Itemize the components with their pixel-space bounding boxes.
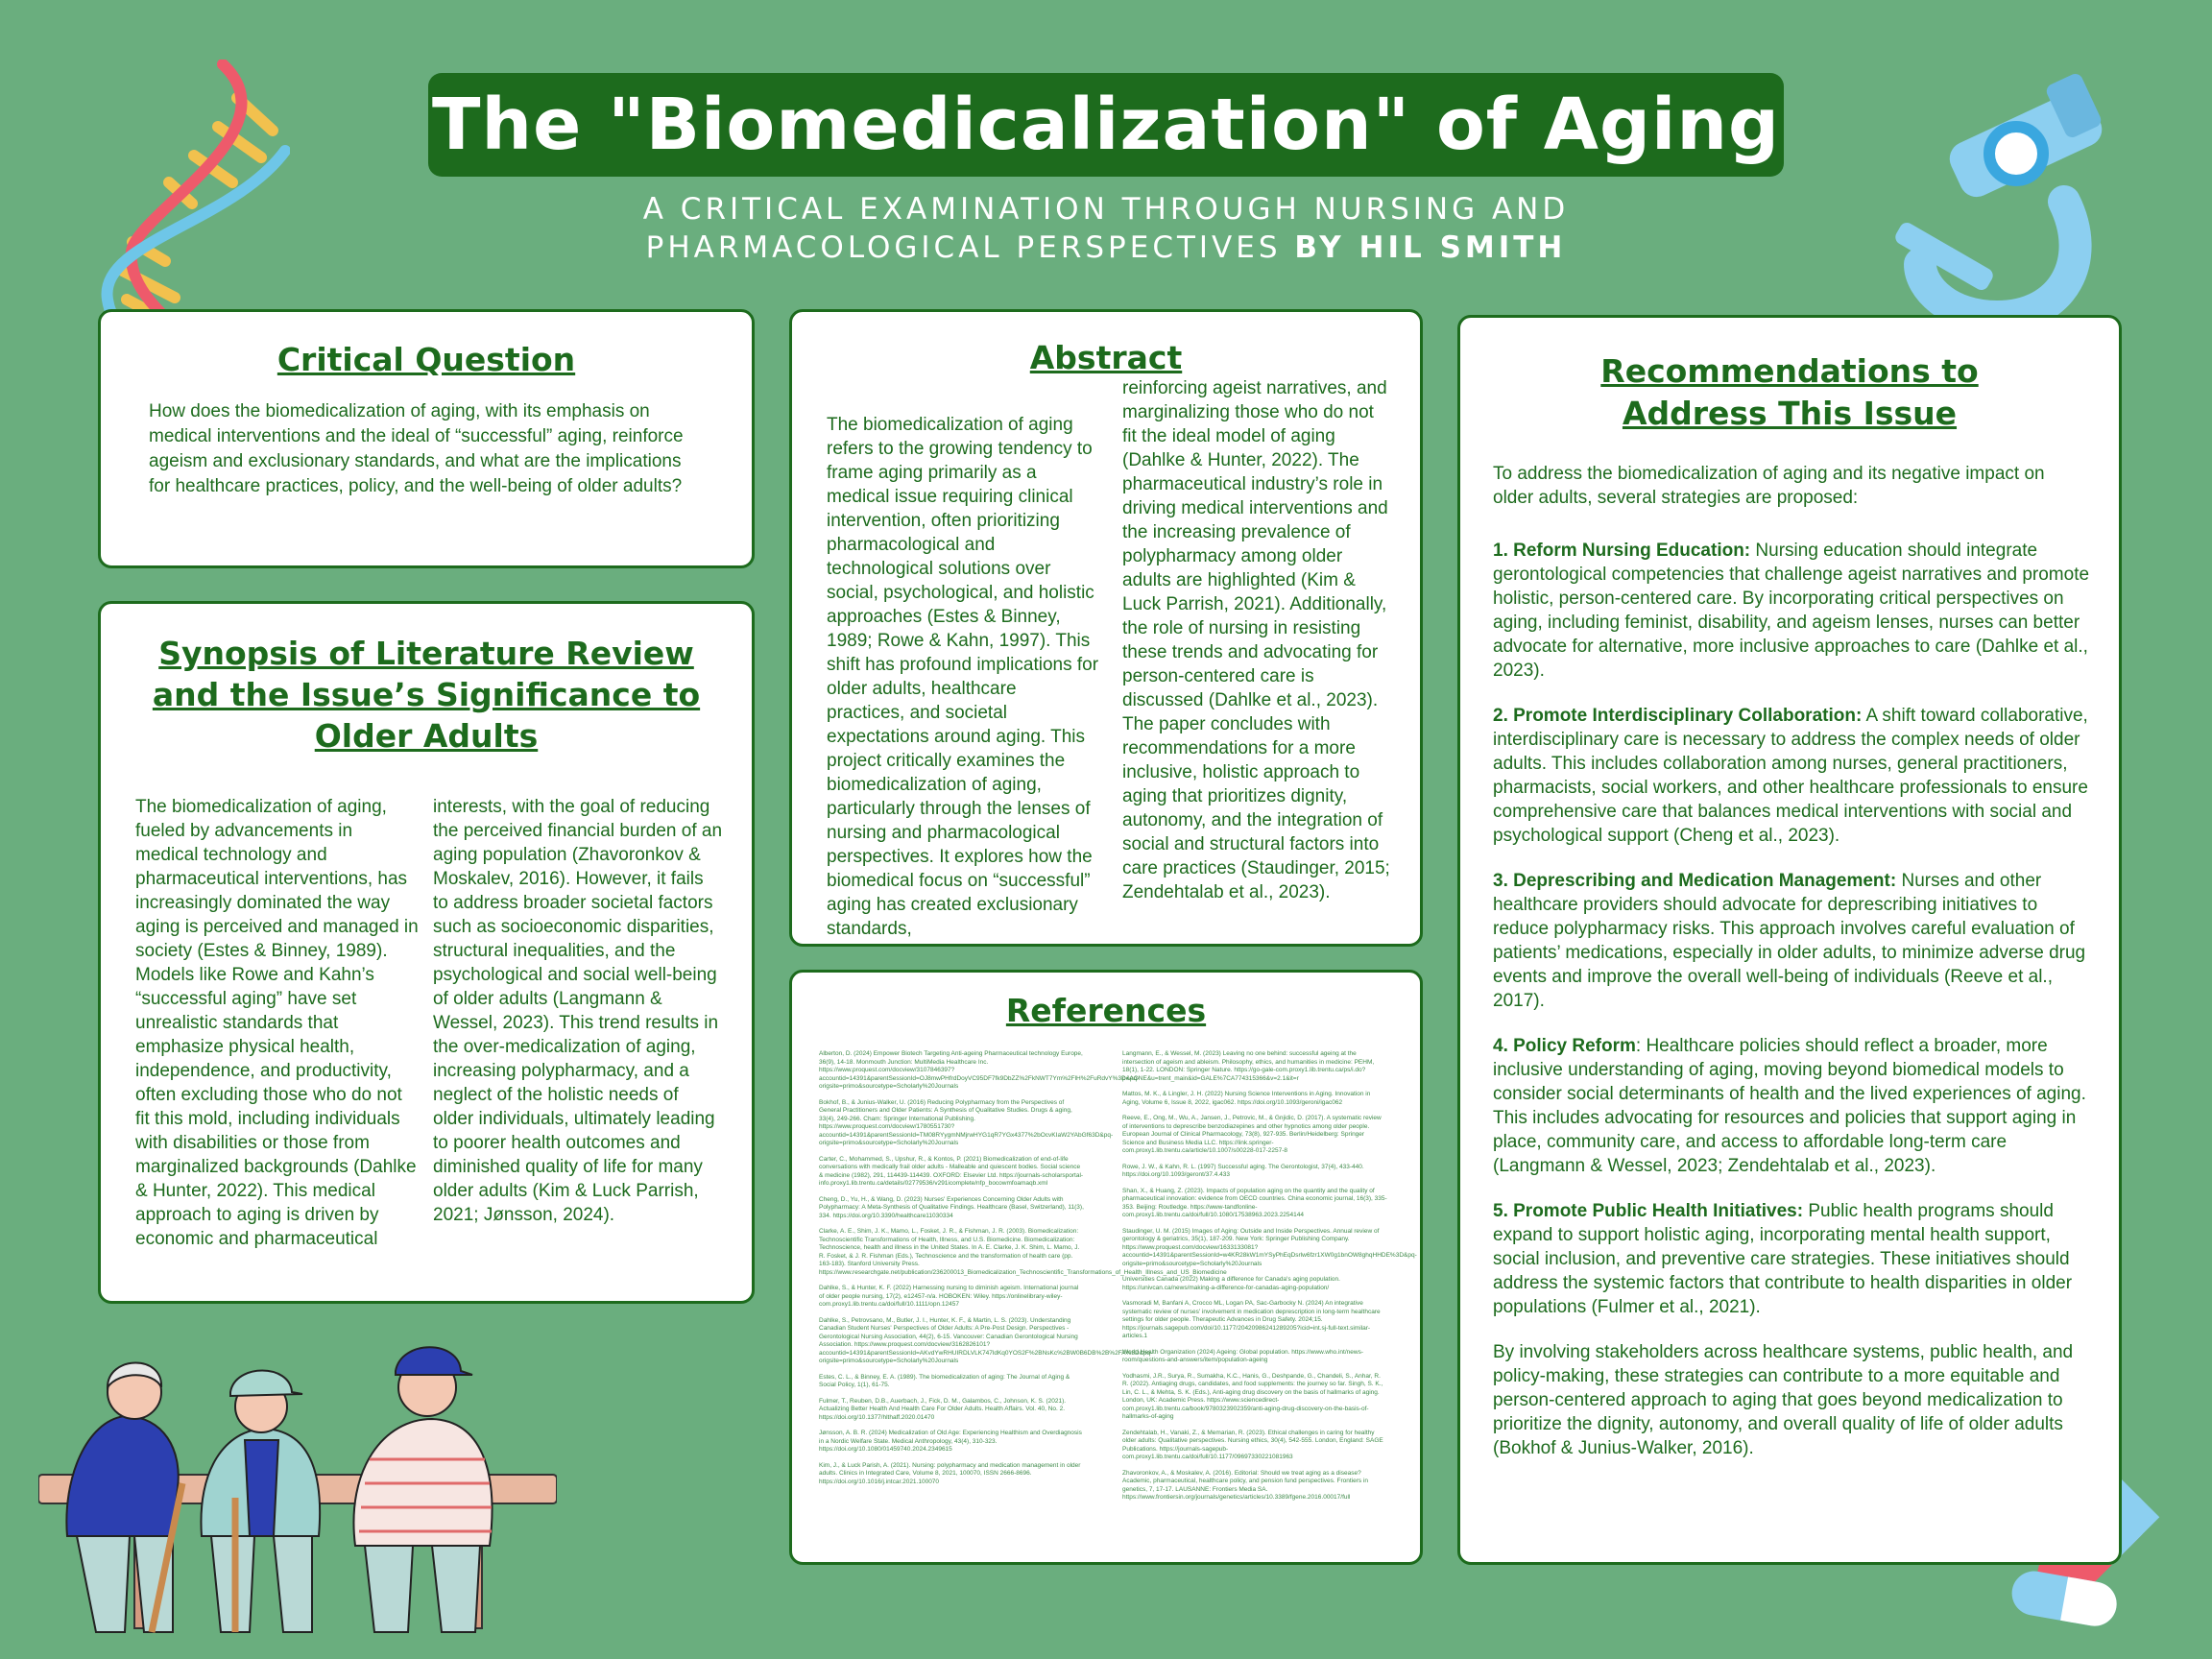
reference-entry: Alberton, D. (2024) Empower Biotech Targeting Anti-ageing Pharmaceutical technology Europe, 36(9), 14-18. Monmouth Junction: MultiMedia Healthcare Inc. https://www.proquest.com/docview/3107846397?accountid=14391&parentSessionId=OJ8mwPHfrdDoyVC95DF7fk9DbZZ%2FkNWT7Ym%2FlH%2FuRdvY%3D&pq-origsite=primo&sourcetype=Scholarly%20Journals [819, 1050, 1140, 1090]
recommendation-title: 2. Promote Interdisciplinary Collaboration: [1493, 706, 1863, 726]
abstract-column-2: reinforcing ageist narratives, and marginalizing those who do not fit the ideal model of aging (Dahlke & Hunter, 2022). The pharmaceutical industry’s role in driving medical interventions and the increasing prevalence of polypharmacy among older adults are highlighted (Kim & Luck Parrish, 2021). Additionally, the role of nursing in resisting these trends and advocating for person-centered care is discussed (Dahlke et al., 2023). The paper concludes with recommendations for a more inclusive, holistic approach to aging that prioritizes dignity, autonomy, and the integration of social and structural factors into care practices (Staudinger, 2015; Zendehtalab et al., 2023). [1122, 378, 1390, 902]
references-card [789, 970, 1423, 1565]
poster-subtitle [428, 190, 1784, 267]
reference-entry: Kim, J., & Luck Parish, A. (2021). Nursing: polypharmacy and medication management in older adults. Clinics in Integrated Care, Volume 8, 2021, 100070, ISSN 2666-8696. https://doi.org/10.1016/j.intcar.2021.100070 [819, 1461, 1081, 1485]
older-adults-on-bench-illustration [38, 1248, 557, 1642]
recommendation-item [1493, 1199, 2090, 1319]
reference-entry: Dahlke, S., & Hunter, K. F. (2022) Harnessing nursing to diminish ageism. International journal of older people nursing, 17(2), e12457-n/a. HOBOKEN: Wiley. https://onlinelibrary-wiley-com.proxy1.lib.trentu.ca/doi/full/10.1111/opn.12457 [819, 1285, 1079, 1308]
recommendations-heading-line-2: Address This Issue [1622, 395, 1958, 432]
reference-entry: Cheng, D., Yu, H., & Wang, D. (2023) Nurses' Experiences Concerning Older Adults with Polypharmacy: A Meta-Synthesis of Qualitative Findings. Healthcare (Basel, Switzerland), 11(3), 334. https://doi.org/10.3390/healthcare11030334 [819, 1195, 1084, 1219]
reference-entry: Shan, X., & Huang, Z. (2023). Impacts of population aging on the quantity and the quality of pharmaceutical innovation: evidence from OECD countries. China economic journal, 16(3), 335-353. Beijing: Routledge. https://www-tandfonline-com.proxy1.lib.trentu.ca/doi/full/10.1080/17538963.2023.2254144 [1122, 1187, 1387, 1218]
reference-entry: Langmann, E., & Wessel, M. (2023) Leaving no one behind: successful ageing at the intersection of ageism and ableism. Philosophy, ethics, and humanities in medicine: PEHM, 18(1), 1-22. LONDON: Springer Nature. https://go-gale-com.proxy1.lib.trentu.ca/ps/i.do?p=AONE&u=trent_main&id=GALE%7CA774315366&v=2.1&it=r [1122, 1050, 1375, 1082]
reference-entry: Fulmer, T., Reuben, D.B., Auerbach, J., Fick, D. M., Galambos, C., Johnson, K. S. (2021). Actualizing Better Health And Health Care For Older Adults. Health Affairs. Vol. 40, No. 2. https://doi.org/10.1377/hlthaff.2020.01470 [819, 1397, 1067, 1421]
reference-entry: Yodhasmi, J.R., Surya, R., Sumakha, K.C., Hanis, G., Deshpande, G., Chandeli, S., Anhar, R. R. (2022). Antiaging drugs, candidates, and food supplements: the journey so far. Singh, S. K., Lin, C. L., & Mehta, S. K. (Eds.), Anti-aging drug discovery on the basis of hallmarks of aging. London, UK: Academic Press. https://www.sciencedirect-com.proxy1.lib.trentu.ca/book/9780323902359/anti-aging-drug-discovery-on-the-basis-of-hallmarks-of-aging [1122, 1372, 1383, 1420]
reference-entry: Mattos, M. K., & Lingler, J. H. (2022) Nursing Science Interventions in Aging. Innovation in Aging, Volume 6, Issue 8, 2022, igac062. https://doi.org/10.1093/geroni/igac062 [1122, 1091, 1371, 1106]
recommendation-text: Nursing education should integrate gerontological competencies that challenge ageist narratives and promote holistic, person-centered care. By incorporating critical perspectives on aging, including feminist, disability, and ageism lenses, nurses can better advocate for alternative, more inclusive approaches to care (Dahlke et al., 2023). [1493, 541, 2090, 681]
references-column-1 [819, 1050, 1227, 1510]
recommendation-item [1493, 539, 2090, 683]
references-column-2 [1122, 1050, 1417, 1510]
recommendation-title: 3. Deprescribing and Medication Management: [1493, 871, 1897, 891]
reference-entry: Dahlke, S., Petrovsano, M., Butler, J. I., Hunter, K. F., & Martin, L. S. (2023). Understanding Canadian Student Nurses' Perspectives of Older Adults: A Pre-Post Design. Perspectives - Gerontological Nursing Association, 44(2), 6-15. Vancouver: Canadian Gerontological Nursing Association. https://www.proquest.com/docview/3162826101?accountid=14391&parentSessionId=AKvdYwRHUIRDLVLK747ldKq0YOS2F%2BNsKc%2BW0B6DB%2B%2FA%3D&pq-origsite=primo&sourcetype=Scholarly%20Journals [819, 1316, 1153, 1364]
reference-entry: Reeve, E., Ong, M., Wu, A., Jansen, J., Petrovic, M., & Gnjidic, D. (2017). A systematic review of interventions to deprescribe benzodiazepines and other hypnotics among older people. European Journal of Clinical Pharmacology, 73(8), 927-935. Berlin/Heidelberg: Springer Science and Business Media LLC. https://link.springer-com.proxy1.lib.trentu.ca/article/10.1007/s00228-017-2257-8 [1122, 1115, 1382, 1154]
subtitle-line-1: A CRITICAL EXAMINATION THROUGH NURSING AND [642, 192, 1570, 227]
reference-entry: Jønsson, A. B. R. (2024) Medicalization of Old Age: Experiencing Healthism and Overdiagnosis in a Nordic Welfare State. Medical Anthropology, 43(4), 310-323. https://doi.org/10.1080/01459740.2024.2349615 [819, 1430, 1082, 1453]
recommendation-item [1493, 1034, 2090, 1178]
recommendation-text: Nurses and other healthcare providers should advocate for deprescribing initiatives to reduce polypharmacy risks. This approach involves careful evaluation of patients’ medications, especially in older adults, to minimize adverse drug events and improve the overall well-being of individuals (Reeve et al., 2017). [1493, 871, 2086, 1011]
recommendations-list [1493, 539, 2090, 1319]
author-credit: BY HIL SMITH [1294, 230, 1567, 265]
abstract-card [789, 309, 1423, 947]
reference-entry: Rowe, J. W., & Kahn, R. L. (1997) Successful aging. The Gerontologist, 37(4), 433-440. https://doi.org/10.1093/geront/37.4.433 [1122, 1163, 1364, 1178]
critical-question-text: How does the biomedicalization of aging, with its emphasis on medical interventions and the ideal of “successful” aging, reinforce ageism and exclusionary standards, and what are the implications for healthcare practices, policy, and the well-being of older adults? [149, 401, 684, 496]
reference-entry: Staudinger, U. M. (2015) Images of Aging: Outside and Inside Perspectives. Annual review of gerontology & geriatrics, 35(1), 187-209. New York: Springer Publishing Company. https://www.proquest.com/docview/1633133081?accountid=14391&parentSessionId=w4KR28kW1mYSyPhEqDsrlw6fzr1XW0g1bnOW8ghqHHDE%3D&pq-origsite=primo&sourcetype=Scholarly%20Journals [1122, 1227, 1417, 1267]
references-heading: References [1005, 992, 1207, 1029]
recommendations-heading [1460, 350, 2119, 435]
synopsis-heading [101, 633, 752, 757]
poster-title: The "Biomedicalization" of Aging [431, 84, 1781, 166]
recommendation-item [1493, 704, 2090, 848]
synopsis-heading-line-3: Older Adults [314, 717, 539, 755]
recommendation-title: 4. Policy Reform [1493, 1036, 1636, 1056]
reference-entry: Zhavoronkov, A., & Moskalev, A. (2016). Editorial: Should we treat aging as a disease? Academic, pharmaceutical, healthcare policy, and pension fund perspectives. Frontiers in genetics, 7, 17-17. LAUSANNE: Frontiers Media SA. https://www.frontiersin.org/journals/genetics/articles/10.3389/fgene.2016.00017/full [1122, 1469, 1369, 1501]
abstract-column-1: The biomedicalization of aging refers to the growing tendency to frame aging primarily as a medical issue requiring clinical intervention, often prioritizing pharmacological and technological solutions over social, psychological, and holistic approaches (Estes & Binney, 1989; Rowe & Kahn, 1997). This shift has profound implications for older adults, healthcare practices, and societal expectations around aging. This project critically examines the biomedicalization of aging, particularly through the lenses of nursing and pharmacological perspectives. It explores how the biomedical focus on “successful” aging has created exclusionary standards, [827, 415, 1099, 939]
reference-entry: Estes, C. L., & Binney, E. A. (1989). The biomedicalization of aging: The Journal of Aging & Social Policy, 1(1), 61-75. [819, 1373, 1070, 1388]
recommendation-title: 1. Reform Nursing Education: [1493, 541, 1751, 561]
synopsis-column-1: The biomedicalization of aging, fueled by advancements in medical technology and pharmaceutical interventions, has increasingly dominated the way aging is perceived and managed in society (Estes & Binney, 1989). Models like Rowe and Kahn’s “successful aging” have set unrealistic standards that emphasize physical health, independence, and productivity, often excluding those who do not fit this mold, including individuals with disabilities or those from marginalized backgrounds (Dahlke & Hunter, 2022). This medical approach to aging is driven by economic and pharmaceutical [135, 797, 419, 1249]
synopsis-heading-line-2: and the Issue’s Significance to [152, 676, 701, 713]
recommendation-text: : Healthcare policies should reflect a broader, more inclusive understanding of aging, moving beyond biomedical models to consider social determinants of health and the lived experiences of aging. This includes advocating for resources and policies that support aging in place, community care, and access to affordable long-term care (Langmann & Wessel, 2023; Zendehtalab et al., 2023). [1493, 1036, 2086, 1176]
synopsis-heading-line-1: Synopsis of Literature Review [158, 635, 694, 672]
reference-entry: Bokhof, B., & Junius-Walker, U. (2016) Reducing Polypharmacy from the Perspectives of General Practitioners and Older Patients: A Synthesis of Qualitative Studies. Drugs & aging, 33(4), 249-266. Cham: Springer International Publishing. https://www.proquest.com/docview/1780551730?accountid=14391&parentSessionId=TM08RYygmNMjrwHYG1qR7YGx4377%2bOcvKIaW2YAbGf63D&pq-origsite=primo&sourcetype=Scholarly%20Journals [819, 1098, 1114, 1146]
recommendations-intro: To address the biomedicalization of aging and its negative impact on older adults, several strategies are proposed: [1493, 464, 2045, 508]
recommendations-card [1457, 315, 2122, 1565]
critical-question-heading: Critical Question [276, 341, 576, 378]
recommendation-title: 5. Promote Public Health Initiatives: [1493, 1201, 1804, 1221]
recommendation-text: Public health programs should expand to support holistic aging, incorporating mental health support, social inclusion, and preventive care strategies. These initiatives should address the systemic factors that contribute to health disparities in older populations (Fulmer et al., 2021). [1493, 1201, 2073, 1317]
recommendation-item [1493, 869, 2090, 1013]
reference-entry: Carter, C., Mohammed, S., Upshur, R., & Kontos, P. (2021) Biomedicalization of end-of-life conversations with medically frail older adults - Malleable and quiescent bodies. Social science & medicine (1982), 291, 114439-114439. OXFORD: Elsevier Ltd. https://journals-scholarsportal-info.proxy1.lib.trentu.ca/details/02779536/v291icomplete/nfp_bocowmfoamaqb.xml [819, 1155, 1084, 1187]
critical-question-card [98, 309, 755, 568]
reference-entry: Universities Canada (2022) Making a difference for Canada's aging population. https://univcan.ca/news/making-a-difference-for-canadas-aging-population/ [1122, 1276, 1340, 1291]
reference-entry: Vasmoradi M, Banfani A, Crocco ML, Logan PA, Sac-Garbocky N. (2024) An integrative systematic review of nurses' involvement in medication deprescription in long-term healthcare settings for older people. Therapeutic Advances in Drug Safety. 2024;15. https://journals.sagepub.com/doi/10.1177/20420986241289205?icid=int.sj-full-text.similar-articles.1 [1122, 1300, 1381, 1339]
abstract-heading: Abstract [1029, 339, 1183, 376]
recommendations-heading-line-1: Recommendations to [1600, 352, 1979, 390]
recommendation-text: A shift toward collaborative, interdisciplinary care is necessary to address the complex needs of older adults. This includes collaboration among nurses, general practitioners, pharmacists, social workers, and other healthcare professionals to ensure comprehensive care that balances medical interventions with social and psychological support (Cheng et al., 2023). [1493, 706, 2088, 846]
recommendations-conclusion: By involving stakeholders across healthcare systems, public health, and policy-making, these strategies can contribute to a more equitable and person-centered approach to aging that goes beyond medicalization to prioritize the dignity, autonomy, and overall quality of life of older adults (Bokhof & Junius-Walker, 2016). [1493, 1342, 2074, 1458]
reference-entry: Zendehtalab, H., Vanaki, Z., & Memarian, R. (2023). Ethical challenges in caring for healthy older adults: Qualitative perspectives. Nursing ethics, 30(4), 542-555. London, England: SAGE Publications. https://journals-sagepub-com.proxy1.lib.trentu.ca/doi/full/10.1177/09697330221081963 [1122, 1429, 1383, 1460]
synopsis-card [98, 601, 755, 1304]
title-banner [428, 73, 1784, 177]
reference-entry: World Health Organization (2024) Ageing: Global population. https://www.who.int/news-room/questions-and-answers/item/population-ageing [1122, 1348, 1363, 1363]
synopsis-column-2: interests, with the goal of reducing the perceived financial burden of an aging population (Zhavoronkov & Moskalev, 2016). However, it fails to address broader societal factors such as socioeconomic disparities, structural inequalities, and the psychological and social well-being of older adults (Langmann & Wessel, 2023). This trend results in the over-medicalization of aging, increasing polypharmacy, and a neglect of the holistic needs of older individuals, ultimately leading to poorer health outcomes and diminished quality of life for many older adults (Kim & Luck Parrish, 2021; Jønsson, 2024). [433, 797, 723, 1225]
recommendations-body [1460, 462, 2119, 1460]
reference-entry: Clarke, A. E., Shim, J. K., Mamo, L., Fosket, J. R., & Fishman, J. R. (2003). Biomedicalization: Technoscientific Transformations of Health, Illness, and U.S. Biomedicine. Biomedicalization: Technoscience, health and illness in the United States. In A. E. Clarke, J. K. Shim, L. Mamo, J. R. Fosket, & J. R. Fishman (Eds.), Technoscience and the transformation of health care (pp. 163-183). Stanford University Press. https://www.researchgate.net/publication/236200013_Biomedicalization_Technoscientific_Transformations_of_Health_Illness_and_US_Biomedicine [819, 1228, 1227, 1276]
subtitle-line-2: PHARMACOLOGICAL PERSPECTIVES [645, 230, 1282, 265]
